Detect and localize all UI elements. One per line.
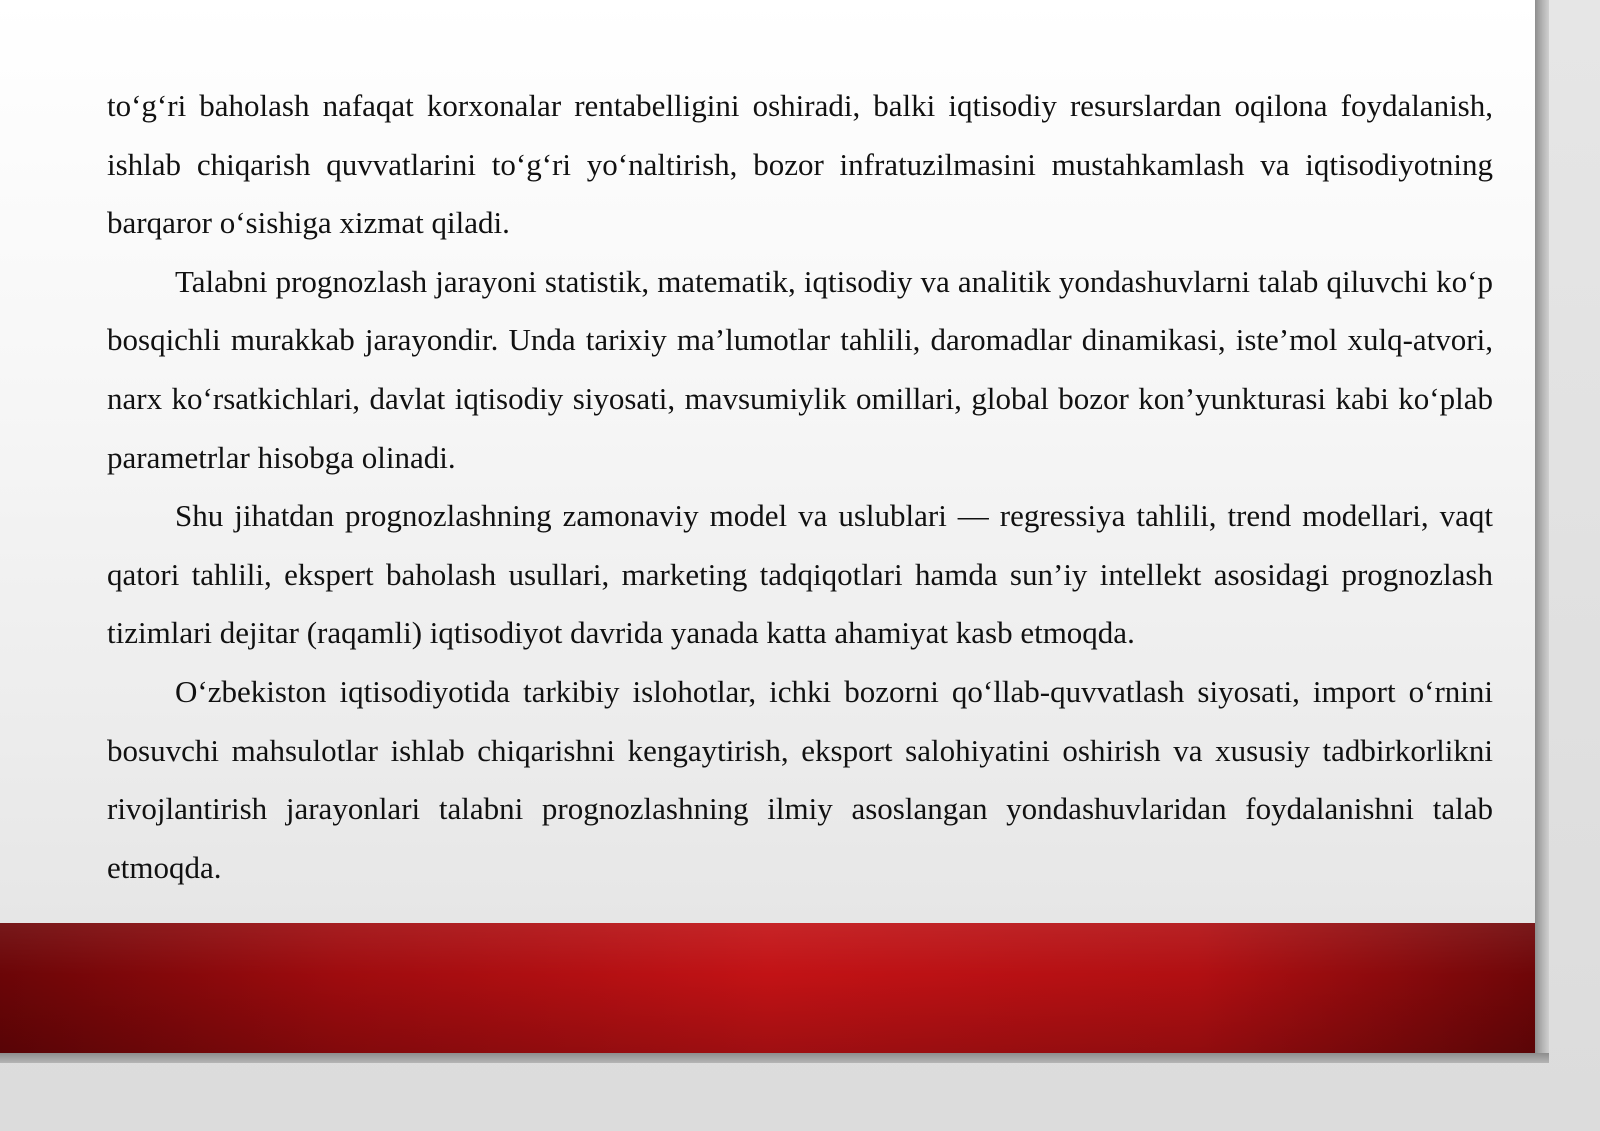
slide-text-body	[107, 77, 1493, 897]
paragraph-2: Talabni prognozlash jarayoni statistik, matematik, iqtisodiy va analitik yondashuvlarni talab qiluvchi ko‘p bosqichli murakkab jarayondir. Unda tarixiy ma’lumotlar tahlili, daromadlar dinamikasi, iste’mol xulq-atvori, narx ko‘rsatkichlari, davlat iqtisodiy siyosati, mavsumiylik omillari, global bozor kon’yunkturasi kabi ko‘plab parametrlar hisobga olinadi.	[107, 263, 1493, 475]
red-footer-band	[0, 923, 1535, 1053]
paragraph-4: O‘zbekiston iqtisodiyotida tarkibiy islohotlar, ichki bozorni qo‘llab-quvvatlash siyosati, import o‘rnini bosuvchi mahsulotlar ishlab chiqarishni kengaytirish, eksport salohiyatini oshirish va xususiy tadbirkorlikni rivojlantirish jarayonlari talabni prognozlashning ilmiy asoslangan yondashuvlaridan foydalanishni talab etmoqda.	[107, 673, 1493, 885]
paragraph-1: to‘g‘ri baholash nafaqat korxonalar rentabelligini oshiradi, balki iqtisodiy resurslardan oqilona foydalanish, ishlab chiqarish quvvatlarini to‘g‘ri yo‘naltirish, bozor infratuzilmasini mustahkamlash va iqtisodiyotning barqaror o‘sishiga xizmat qiladi.	[107, 88, 1493, 241]
slide-right-edge-shadow	[1535, 0, 1549, 1063]
paragraph-3: Shu jihatdan prognozlashning zamonaviy model va uslublari — regressiya tahlili, trend modellari, vaqt qatori tahlili, ekspert baholash usullari, marketing tadqiqotlari hamda sun’iy intellekt asosidagi prognozlash tizimlari dejitar (raqamli) iqtisodiyot davrida yanada katta ahamiyat kasb etmoqda.	[107, 498, 1493, 651]
slide-bottom-edge-shadow	[0, 1053, 1549, 1063]
